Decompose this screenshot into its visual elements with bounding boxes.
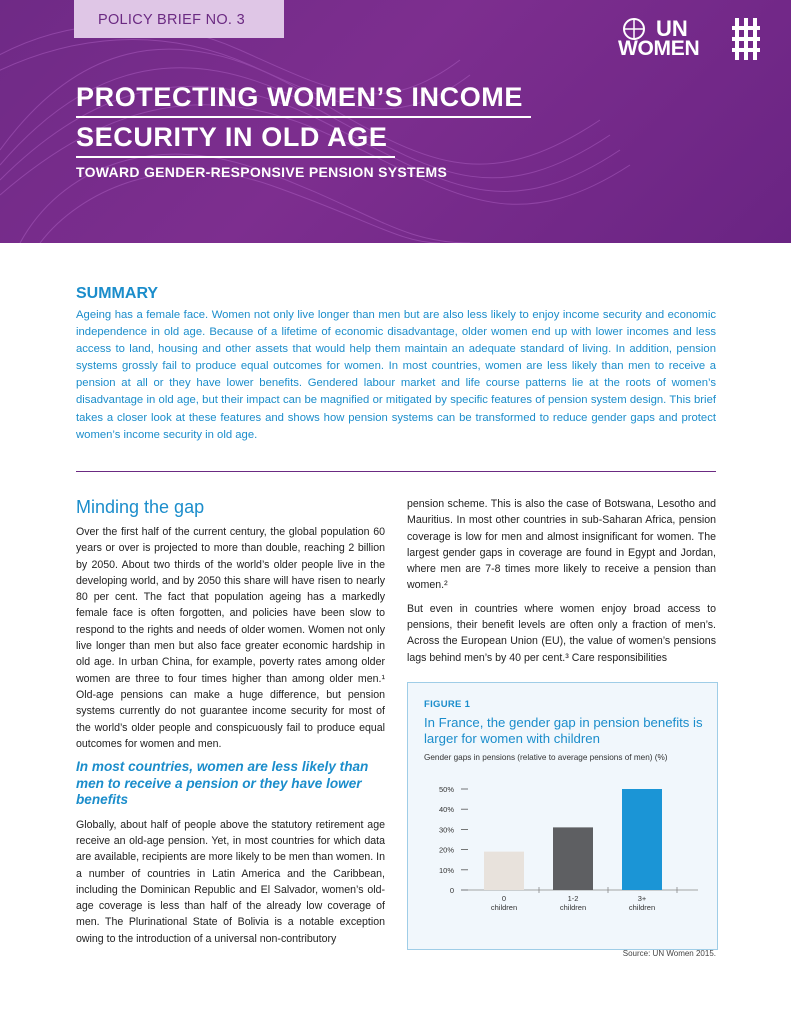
y-tick-label: 40% bbox=[438, 805, 454, 815]
section-divider bbox=[76, 471, 716, 472]
title-line-2: SECURITY IN OLD AGE bbox=[76, 118, 395, 158]
policy-brief-tab: POLICY BRIEF NO. 3 bbox=[74, 0, 284, 38]
paragraph: But even in countries where women enjoy broad access to pensions, their benefit levels are often only a fraction of men’s. Across the European Union (EU), the value of women’s pensions lags behind men’s by 40 per cent.³ Care responsibilities bbox=[407, 602, 716, 664]
title-line-1: PROTECTING WOMEN’S INCOME bbox=[76, 78, 531, 118]
y-tick-label: 20% bbox=[438, 845, 454, 855]
figure-title: In France, the gender gap in pension benefits is larger for women with children bbox=[424, 715, 703, 746]
pension-gap-bar-chart bbox=[408, 773, 717, 923]
y-tick-label: 10% bbox=[438, 865, 454, 875]
figure-source: Source: UN Women 2015. bbox=[622, 949, 716, 958]
x-tick-label-bottom: children bbox=[490, 903, 518, 912]
logo-un-text: UN bbox=[656, 16, 688, 41]
paragraph: Over the first half of the current century, the global population 60 years or over is projected to more than double, reaching 2 billion by 2050. About two thirds of the world’s older people live in the developing world, and by 2050 this share will have risen to nearly 80 per cent. The fact that population ageing has a markedly female face is often forgotten, and policies have been slow to respond to the rights and needs of older women. Women not only live longer than men but also face greater economic hardship in old age. In urban China, for example, poverty rates among older women are three to four times higher than among older men.¹ Old-age pensions can make a huge difference, but pension systems currently do not guarantee income security for most of the world’s older people and conspicuously fail to produce equal outcomes for women and men. bbox=[76, 526, 385, 750]
minding-gap-heading: Minding the gap bbox=[76, 497, 205, 517]
figure-label: FIGURE 1 bbox=[424, 699, 471, 710]
x-tick-label-top: 0 bbox=[501, 894, 507, 903]
x-tick-label-top: 3+ bbox=[637, 894, 647, 903]
logo-women-text: WOMEN bbox=[618, 37, 700, 60]
x-tick-label-bottom: children bbox=[628, 903, 656, 912]
paragraph: Globally, about half of people above the statutory retirement age receive an old-age pension. Yet, in most countries for which data are available, recipients are more likely to be men than women. In a number of countries in Latin America and the Caribbean, including the Dominican Republic and El Salvador, women’s old-age coverage is less than half of the already low coverage of men. The Plurinational State of Bolivia is a notable exception owing to the introduction of a universal non-contributory bbox=[76, 818, 385, 945]
figure-box bbox=[407, 682, 718, 950]
column-right bbox=[407, 496, 716, 673]
un-women-logo bbox=[618, 18, 763, 60]
column-left bbox=[76, 496, 385, 954]
page-subtitle: TOWARD GENDER-RESPONSIVE PENSION SYSTEMS bbox=[76, 164, 448, 180]
summary-heading: SUMMARY bbox=[76, 285, 159, 302]
x-tick-label-top: 1-2 bbox=[567, 894, 579, 903]
paragraph: pension scheme. This is also the case of Botswana, Lesotho and Mauritius. In most other countries in sub-Saharan Africa, pension coverage is low for men and almost insignificant for women. The largest gender gaps in coverage are found in Egypt and Jordan, where men are 7-8 times more likely to receive a pension than women.² bbox=[407, 498, 716, 592]
x-tick-label-bottom: children bbox=[559, 903, 587, 912]
figure-caption: Gender gaps in pensions (relative to average pensions of men) (%) bbox=[424, 753, 668, 762]
bar-0 bbox=[484, 852, 524, 890]
coverage-subheading: In most countries, women are less likely than men to receive a pension or they have lower benefits bbox=[76, 759, 369, 808]
bar-1 bbox=[553, 827, 593, 890]
equality-symbol-icon bbox=[732, 18, 760, 60]
y-tick-label: 0 bbox=[449, 886, 454, 895]
header-band bbox=[0, 0, 791, 243]
page-title bbox=[76, 78, 596, 158]
y-tick-label: 30% bbox=[438, 825, 454, 835]
y-tick-label: 50% bbox=[438, 785, 454, 794]
summary-text: Ageing has a female face. Women not only live longer than men but are also less likely to enjoy income security and economic independence in old age. Because of a lifetime of economic disadvantage, older women end up with lower incomes and less access to land, housing and other assets that would help them maintain an adequate standard of living. In addition, pension systems grossly fail to produce equal outcomes for women. In most countries, women are less likely than men to receive a pension at all or they have lower benefits. Gendered labour market and life course patterns lie at the roots of women’s disadvantage in old age, but their impact can be magnified or mitigated by specific features of pension system design. This brief takes a closer look at these features and shows how pension systems can be transformed to reduce gender gaps and protect women’s income security in old age. bbox=[76, 309, 716, 441]
bar-2 bbox=[622, 789, 662, 890]
